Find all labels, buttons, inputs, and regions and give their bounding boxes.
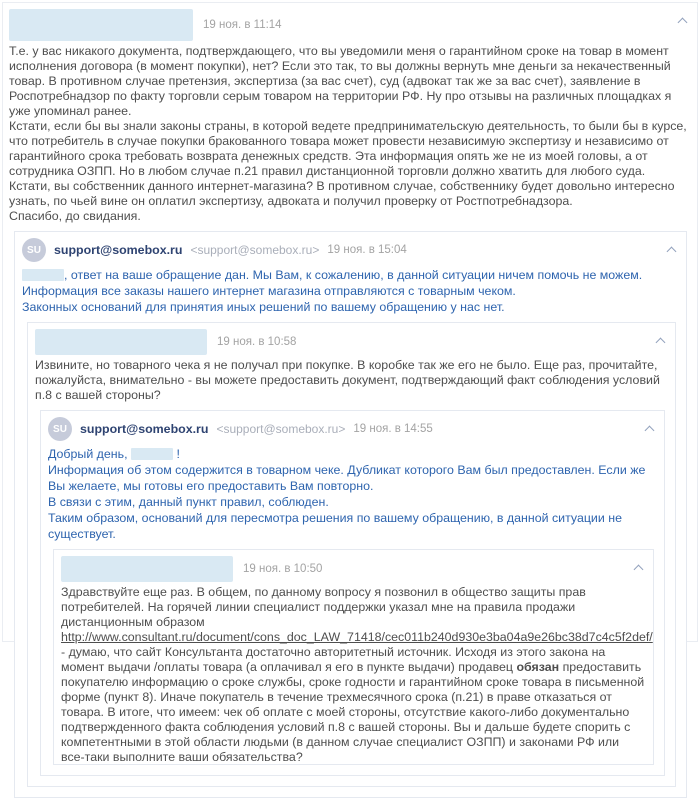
paragraph: Т.е. у вас никакого документа, подтверждающего, что вы уведомили меня о гарантийном сроке на товар в момент исполнения договора (в момент покупки), нет? Если это так, то вы должны вернуть мне деньги за некачественный товар. В противном случае претензия, экспертиза (за вас счет), суд (адвокат так же за вас счет), заявление в Роспотребнадзор по факту торговли серым товаром на территории РФ. Ну про отзывы на различных площадках я уже упоминал ранее.	[9, 44, 672, 118]
redacted-name-inline	[131, 448, 173, 460]
message-card-1	[2, 2, 698, 764]
sender-name[interactable]: support@somebox.ru	[54, 243, 183, 257]
consultant-law-link[interactable]: http://www.consultant.ru/document/cons_doc_LAW_71418/cec011b240d930e3ba04a9e26bc38d7c4c5f2def/	[61, 630, 653, 644]
paragraph-text: - думаю, что сайт Консультанта достаточно авторитетный источник. Исходя из этого закона на момент выдачи /оплаты товара (а оплачивал я его в пункте выдачи) продавец	[61, 645, 606, 674]
greeting-text: Добрый день,	[48, 447, 128, 461]
paragraph: В связи с этим, данный пункт правил, соблюден.	[48, 495, 329, 509]
message-2-body	[22, 267, 678, 315]
paragraph	[48, 446, 656, 462]
paragraph: Кстати, вы собственник данного интернет-магазина? В противном случае, собственнику будет довольно интересно узнать, по чьей вине он оплатил экспертизу, адвоката и получил проверку от Ростпотребнадзора.	[9, 179, 675, 208]
email-thread-page	[0, 2, 700, 764]
redacted-author-name[interactable]	[61, 556, 233, 582]
message-timestamp: 19 ноя. в 10:58	[217, 336, 297, 348]
paragraph-text: предоставить покупателю информацию о сроке службы, сроке годности и гарантийном сроке товара в письменной форме (пункт 8). Иначе покупатель в течение трехмесячного срока (п.21) в праве отказаться от товара. В итоге, что имеем: чек об оплате с моей стороны, отсутствие какого-либо документально подтвержденного факта соблюдения условий п.8 с вашей стороны. Вы и дальше будете спорить с компетентными в этой области людьми (в данном случае специалист ОЗПП) и законами РФ или все-таки выполните ваши обязательства?	[61, 660, 645, 764]
sender-email: <support@somebox.ru>	[190, 243, 320, 257]
message-timestamp: 19 ноя. в 15:04	[327, 244, 407, 256]
collapse-chevron-icon[interactable]	[665, 245, 677, 257]
message-timestamp: 19 ноя. в 14:55	[353, 423, 433, 435]
message-1-body	[9, 44, 689, 224]
collapse-chevron-icon[interactable]	[654, 336, 666, 348]
message-card-5	[53, 549, 654, 765]
paragraph: Кстати, если бы вы знали законы страны, в которой ведете предпринимательскую деятельность, то были бы в курсе, что потребитель в случае покупки бракованного товара может провести независимую экспертизу и независимо от гарантийного срока требовать возврата денежных средств. Эта информация опять же не из моей головы, а от сотрудника ОЗПП. Но в любом случае п.21 правил дистанционной торговли должно хватить для любого суда.	[9, 119, 687, 178]
paragraph	[61, 585, 653, 765]
paragraph-text: Здравствуйте еще раз. В общем, по данному вопросу я позвонил в общество защиты прав потребителей. На горячей линии специалист поддержки указал мне на правила продажи дистанционным образом	[61, 585, 586, 629]
sender-name[interactable]: support@somebox.ru	[80, 422, 209, 436]
redacted-name-inline	[22, 269, 64, 281]
message-1-header	[9, 9, 689, 41]
message-card-3	[27, 322, 676, 787]
bold-text: обязан	[516, 660, 560, 674]
paragraph	[22, 267, 678, 283]
paragraph: Информация все заказы нашего интернет магазина отправляются с товарным чеком.	[22, 284, 516, 298]
message-3-header	[35, 329, 667, 355]
collapse-chevron-icon[interactable]	[676, 16, 688, 28]
greeting-text: !	[176, 447, 180, 461]
message-5-header	[61, 556, 645, 582]
message-card-2	[14, 231, 687, 798]
message-timestamp: 19 ноя. в 10:50	[243, 563, 323, 575]
avatar: SU	[22, 238, 46, 262]
sender-email: <support@somebox.ru>	[216, 422, 346, 436]
message-4-body	[48, 446, 656, 542]
avatar: SU	[48, 417, 72, 441]
redacted-author-name[interactable]	[9, 9, 193, 41]
message-5-body	[61, 585, 653, 765]
redacted-author-name[interactable]	[35, 329, 207, 355]
paragraph: Таким образом, оснований для пересмотра решения по вашему обращению, в данной ситуации не существует.	[48, 511, 622, 541]
paragraph: Спасибо, до свидания.	[9, 209, 141, 223]
collapse-chevron-icon[interactable]	[632, 563, 644, 575]
paragraph: Информация об этом содержится в товарном чеке. Дубликат которого Вам был предоставлен. Если же Вы желаете, мы готовы его предоставить Вам повторно.	[48, 463, 646, 493]
message-card-4	[40, 410, 665, 776]
paragraph: Законных оснований для принятия иных решений по вашему обращению у нас нет.	[22, 300, 505, 314]
message-timestamp: 19 ноя. в 11:14	[203, 19, 282, 31]
paragraph: Извините, но товарного чека я не получал при покупке. В коробке так же его не было. Еще раз, прочитайте, пожалуйста, внимательно - вы можете предоставить документ, подтверждающий факт соблюдения условий п.8 с вашей стороны?	[35, 358, 660, 402]
paragraph-text: , ответ на ваше обращение дан. Мы Вам, к сожалению, в данной ситуации ничем помочь не можем.	[64, 268, 643, 282]
message-4-header	[48, 417, 656, 441]
collapse-chevron-icon[interactable]	[643, 424, 655, 436]
message-2-header	[22, 238, 678, 262]
message-3-body	[35, 358, 667, 403]
